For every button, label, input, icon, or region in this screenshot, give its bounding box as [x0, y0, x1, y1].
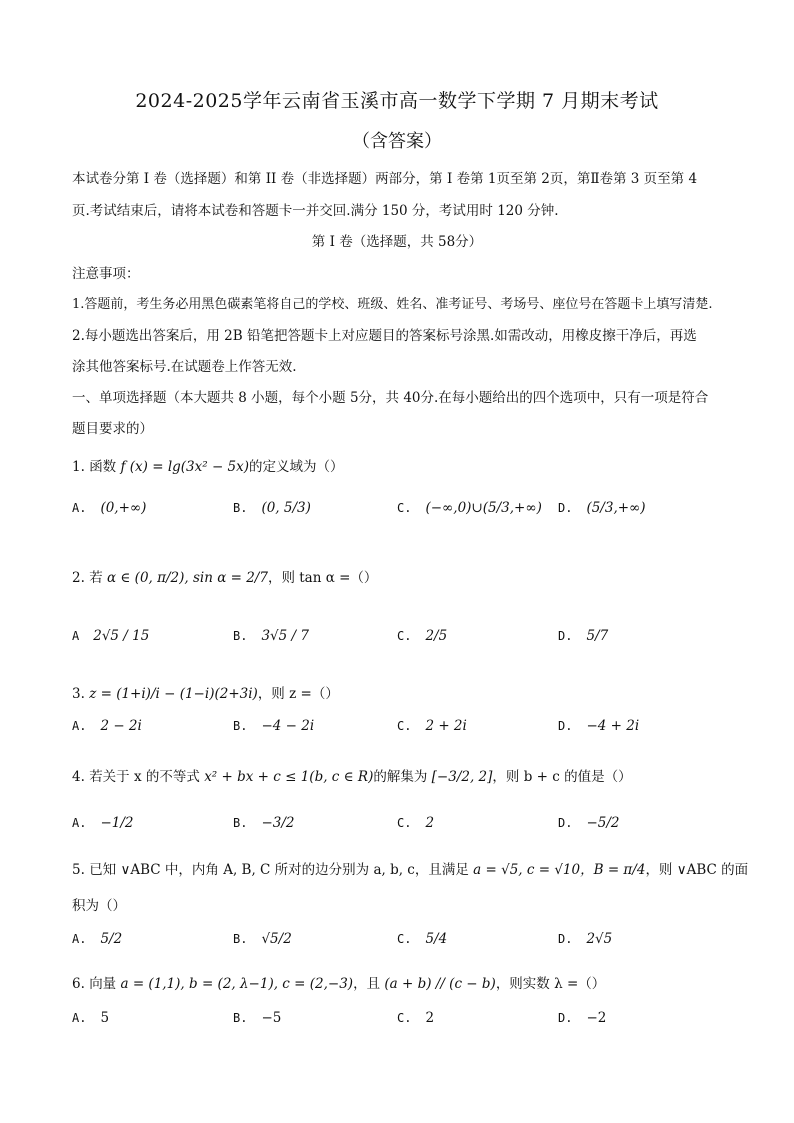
question-text: 的定义域为（）: [249, 459, 344, 475]
question-1: [72, 455, 344, 475]
option-b: B. 3√5 / 7: [233, 628, 309, 644]
option-b: B. −4 − 2i: [233, 718, 315, 734]
page-subtitle: （含答案）: [352, 131, 442, 152]
option-d: D. 2√5: [558, 931, 613, 947]
option-value: 5: [100, 1010, 110, 1026]
question-number: 2.: [72, 570, 85, 586]
solution-set: [−3/2, 2]: [431, 769, 493, 785]
option-value: 2: [425, 815, 435, 831]
option-value: 5/7: [586, 628, 609, 644]
question-text: ，则 tan α =（）: [267, 570, 378, 586]
option-b: B. (0, 5/3): [233, 500, 311, 516]
option-value: (5/3,+∞): [586, 500, 646, 516]
option-d: D. (5/3,+∞): [558, 500, 646, 516]
section-heading-a: 一、单项选择题（本大题共 8 小题，每个小题 5分，共 40分.在每小题给出的四个选项中，只有一项是符合: [72, 390, 709, 406]
intro-line-2: 页.考试结束后，请将本试卷和答题卡一并交回.满分 150 分，考试用时 120 分钟.: [72, 203, 559, 219]
question-text: 向量: [89, 976, 117, 992]
question-3: [72, 682, 339, 702]
option-value: −4 + 2i: [586, 718, 640, 734]
question-text: ，则 b + c 的值是（）: [492, 769, 632, 785]
option-d: D. 5/7: [558, 628, 609, 644]
option-value: 2√5: [586, 931, 613, 947]
question-text: ，则 z =（）: [257, 686, 339, 702]
option-d: D. −2: [558, 1010, 607, 1026]
notice-2b: 涂其他答案标号.在试题卷上作答无效.: [72, 359, 297, 375]
option-value: (−∞,0)∪(5/3,+∞): [425, 500, 542, 516]
option-d: D. −4 + 2i: [558, 718, 640, 734]
option-b: B. −3/2: [233, 815, 295, 831]
vector-expression: a = (1,1), b = (2, λ−1), c = (2,−3): [120, 976, 354, 992]
option-a: A. (0,+∞): [72, 500, 147, 516]
option-value: 2/5: [425, 628, 448, 644]
question-text: 若关于 x 的不等式: [89, 769, 200, 785]
option-value: 2: [425, 1010, 435, 1026]
option-b: B. −5: [233, 1010, 282, 1026]
option-a: A. 5/2: [72, 931, 123, 947]
question-text: 函数: [89, 459, 117, 475]
intro-line-1: 本试卷分第 I 卷（选择题）和第 II 卷（非选择题）两部分，第 I 卷第 1页至第 2页，第Ⅱ卷第 3 页至第 4: [72, 171, 698, 187]
inequality-expression: x² + bx + c ≤ 1(b, c ∈ R): [204, 769, 374, 785]
question-number: 6.: [72, 976, 85, 992]
question-5: [72, 858, 748, 878]
question-text: 的解集为: [373, 769, 428, 785]
option-a: A. 5: [72, 1010, 110, 1026]
option-a: A 2√5 / 15: [72, 628, 150, 644]
condition-expression: a = √5, c = √10，B = π/4: [473, 862, 646, 878]
option-value: 5/4: [425, 931, 448, 947]
option-value: 2 − 2i: [100, 718, 142, 734]
question-4: [72, 765, 632, 785]
option-value: −2: [586, 1010, 607, 1026]
option-c: C. 2: [397, 815, 435, 831]
question-2: [72, 566, 377, 586]
question-text: ，则实数 λ =（）: [495, 976, 606, 992]
parallel-condition: (a + b) // (c − b): [384, 976, 496, 992]
option-value: 2√5 / 15: [93, 628, 150, 644]
page-title: 2024-2025学年云南省玉溪市高一数学下学期 7 月期末考试: [135, 90, 659, 112]
part1-heading: 第 I 卷（选择题，共 58分）: [311, 234, 483, 250]
question-5-line-2: 积为（）: [72, 898, 126, 914]
notice-title: 注意事项：: [72, 266, 140, 282]
question-text: 若: [89, 570, 103, 586]
notice-2a: 2.每小题选出答案后，用 2B 铅笔把答题卡上对应题目的答案标号涂黑.如需改动，用橡皮擦干净后，再选: [72, 328, 697, 344]
option-value: 2 + 2i: [425, 718, 467, 734]
question-number: 5.: [72, 862, 85, 878]
function-expression: f (x) = lg(3x² − 5x): [120, 459, 250, 475]
option-a: A. 2 − 2i: [72, 718, 142, 734]
option-value: −1/2: [100, 815, 134, 831]
question-text: ，且: [353, 976, 381, 992]
question-6: [72, 972, 605, 992]
option-value: √5/2: [261, 931, 292, 947]
option-c: C. 2/5: [397, 628, 448, 644]
section-heading-b: 题目要求的）: [72, 421, 153, 437]
condition-expression: α ∈ (0, π/2), sin α = 2/7: [106, 570, 268, 586]
option-value: 3√5 / 7: [261, 628, 309, 644]
option-a: A. −1/2: [72, 815, 134, 831]
notice-1: 1.答题前，考生务必用黑色碳素笔将自己的学校、班级、姓名、准考证号、考场号、座位号在答题卡上填写清楚.: [72, 297, 713, 312]
option-c: C. 2: [397, 1010, 435, 1026]
option-value: (0, 5/3): [261, 500, 311, 516]
option-value: −3/2: [261, 815, 295, 831]
option-value: 5/2: [100, 931, 123, 947]
option-c: C. 5/4: [397, 931, 448, 947]
option-b: B. √5/2: [233, 931, 292, 947]
option-c: C. 2 + 2i: [397, 718, 467, 734]
option-c: C. (−∞,0)∪(5/3,+∞): [397, 500, 542, 516]
option-value: −5/2: [586, 815, 620, 831]
question-number: 1.: [72, 459, 85, 475]
question-number: 4.: [72, 769, 85, 785]
option-d: D. −5/2: [558, 815, 620, 831]
option-value: −5: [261, 1010, 282, 1026]
question-number: 3.: [72, 686, 85, 702]
question-text: 已知 ∨ABC 中，内角 A, B, C 所对的边分别为 a, b, c，且满足: [89, 862, 469, 878]
option-value: −4 − 2i: [261, 718, 315, 734]
option-value: (0,+∞): [100, 500, 147, 516]
question-text: ，则 ∨ABC 的面: [645, 862, 749, 878]
complex-expression: z = (1+i)/i − (1−i)(2+3i): [89, 686, 258, 702]
